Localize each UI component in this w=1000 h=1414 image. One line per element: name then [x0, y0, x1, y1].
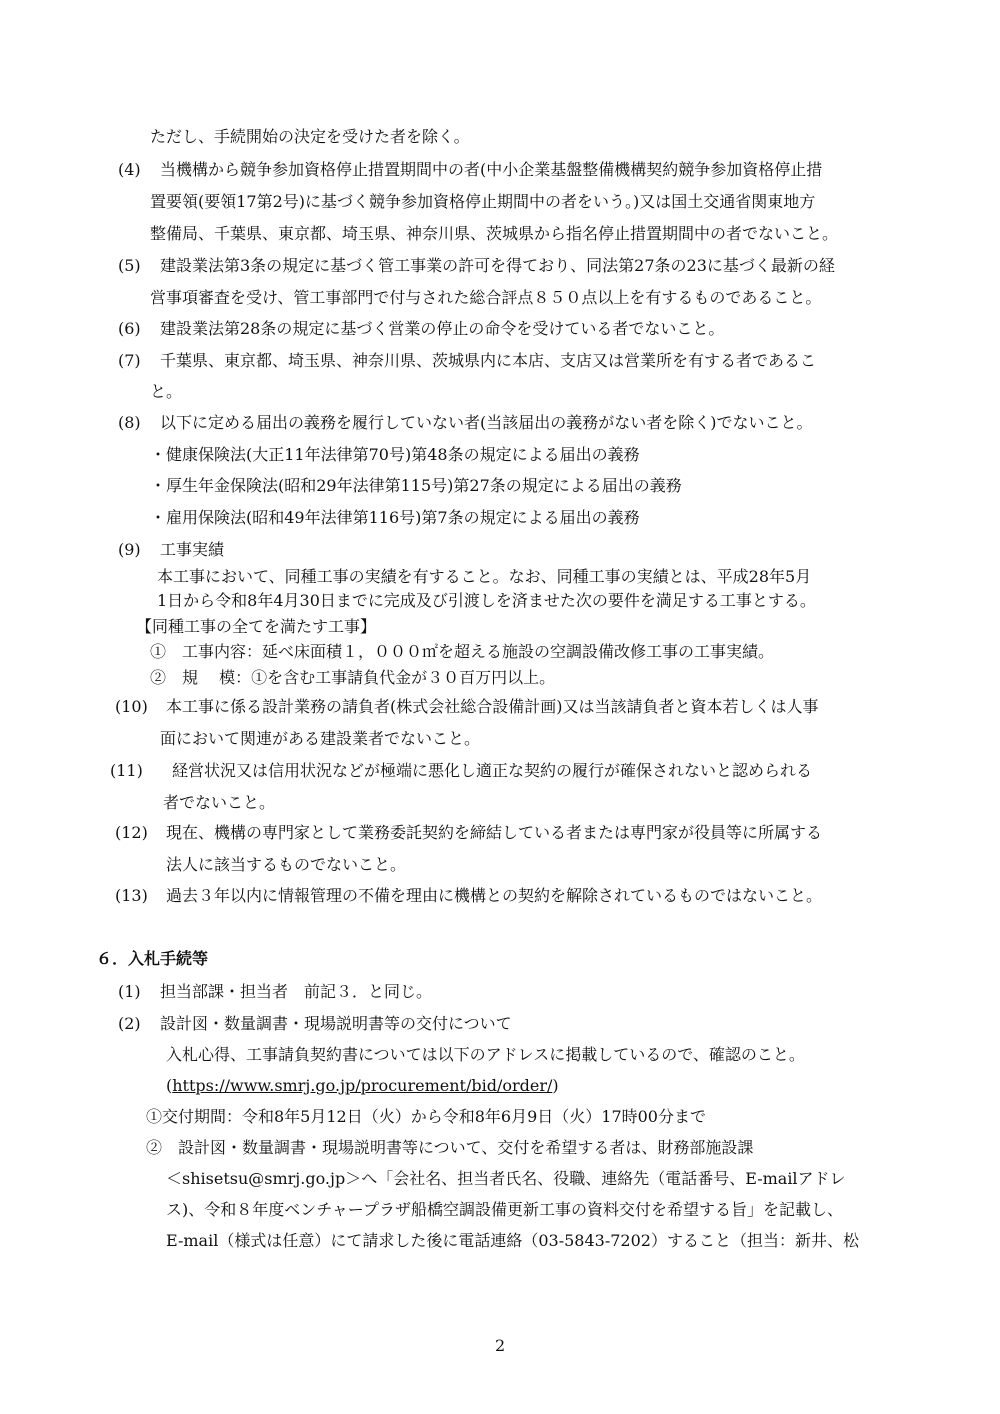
item12-line-2: 法人に該当するものでないこと。	[166, 855, 407, 874]
request-line-1: ② 設計図・数量調書・現場説明書等について、交付を希望する者は、財務部施設課	[146, 1138, 754, 1157]
item9-title: 工事実績	[160, 540, 225, 559]
item8-bullet-pension: ・厚生年金保険法(昭和29年法律第115号)第27条の規定による届出の義務	[150, 476, 682, 495]
item9-box-title: 【同種工事の全てを満たす工事】	[136, 617, 377, 636]
item6-number: (6)	[118, 319, 141, 338]
url-line	[166, 1076, 559, 1096]
procurement-url-link[interactable]: https://www.smrj.go.jp/procurement/bid/order/	[172, 1076, 553, 1095]
item9-requirement-2: ② 規 模：①を含む工事請負代金が３０百万円以上。	[150, 668, 556, 687]
item13-line-1: 過去３年以内に情報管理の不備を理由に機構との契約を解除されているものではないこと。	[166, 886, 823, 905]
item8-number: (8)	[118, 413, 141, 432]
item4-line-3: 整備局、千葉県、東京都、埼玉県、神奈川県、茨城県から指名停止措置期間中の者でないこと。	[150, 224, 839, 243]
url-paren-open: (	[166, 1076, 173, 1095]
item13-number: (13)	[115, 886, 148, 905]
item9-line-2: 1日から令和8年4月30日までに完成及び引渡しを済ませた次の要件を満足する工事とする。	[157, 591, 816, 610]
section6-heading: ６．入札手続等	[96, 949, 209, 968]
item9-line-1: 本工事において、同種工事の実績を有すること。なお、同種工事の実績とは、平成28年5月	[157, 567, 812, 586]
page-number: 2	[495, 1336, 506, 1355]
request-line-4: E-mail（様式は任意）にて請求した後に電話連絡（03-5843-7202）すること（担当：新井、松	[166, 1231, 859, 1250]
section6-sub2-title: 設計図・数量調書・現場説明書等の交付について	[160, 1014, 512, 1033]
item9-requirement-1: ① 工事内容：延べ床面積１，０００㎡を超える施設の空調設備改修工事の工事実績。	[150, 642, 775, 661]
item4-number: (4)	[118, 160, 141, 179]
section6-sub2-line-1: 入札心得、工事請負契約書については以下のアドレスに掲載しているので、確認のこと。	[166, 1045, 805, 1064]
item12-line-1: 現在、機構の専門家として業務委託契約を締結している者または専門家が役員等に所属する	[166, 823, 823, 842]
item7-line-1: 千葉県、東京都、埼玉県、神奈川県、茨城県内に本店、支店又は営業所を有する者であるこ	[160, 351, 817, 370]
item4-line-2: 置要領(要領17第2号)に基づく競争参加資格停止期間中の者をいう。)又は国土交通省関東地方	[150, 192, 816, 211]
item5-line-1: 建設業法第3条の規定に基づく管工事業の許可を得ており、同法第27条の23に基づく最新の経	[160, 256, 835, 275]
item8-line-1: 以下に定める届出の義務を履行していない者(当該届出の義務がない者を除く)でないこと。	[160, 413, 813, 432]
item9-number: (9)	[118, 540, 141, 559]
item7-line-2: と。	[150, 382, 183, 401]
item10-line-2: 面において関連がある建設業者でないこと。	[160, 729, 481, 748]
item11-line-1: 経営状況又は信用状況などが極端に悪化し適正な契約の履行が確保されないと認められる	[172, 761, 813, 780]
item6-line-1: 建設業法第28条の規定に基づく営業の停止の命令を受けている者でないこと。	[160, 319, 725, 338]
item4-line-1: 当機構から競争参加資格停止措置期間中の者(中小企業基盤整備機構契約競争参加資格停止措	[160, 160, 823, 179]
item8-bullet-health: ・健康保険法(大正11年法律第70号)第48条の規定による届出の義務	[150, 445, 640, 464]
request-line-3: ス)、令和８年度ベンチャープラザ船橋空調設備更新工事の資料交付を希望する旨」を記載し、	[166, 1200, 843, 1219]
item5-line-2: 営事項審査を受け、管工事部門で付与された総合評点８５０点以上を有するものであること。	[150, 288, 822, 307]
item11-line-2: 者でないこと。	[163, 793, 276, 812]
delivery-period: ①交付期間：令和8年5月12日（火）から令和8年6月9日（火）17時00分まで	[146, 1107, 706, 1126]
section6-sub1-number: (1)	[118, 982, 141, 1001]
item7-number: (7)	[118, 351, 141, 370]
item10-line-1: 本工事に係る設計業務の請負者(株式会社総合設備計画)又は当該請負者と資本若しくは人事	[166, 697, 819, 716]
item10-number: (10)	[115, 697, 148, 716]
request-line-2-email: ＜shisetsu@smrj.go.jp＞へ「会社名、担当者氏名、役職、連絡先（電話番号、E-mailアドレ	[166, 1169, 846, 1188]
url-paren-close: )	[552, 1076, 559, 1095]
section6-sub2-number: (2)	[118, 1014, 141, 1033]
item3-tail-text: ただし、手続開始の決定を受けた者を除く。	[150, 127, 470, 146]
section6-sub1-text: 担当部課・担当者 前記３．と同じ。	[160, 982, 433, 1001]
item11-number: (11)	[110, 761, 143, 780]
item8-bullet-employment: ・雇用保険法(昭和49年法律第116号)第7条の規定による届出の義務	[150, 508, 640, 527]
item12-number: (12)	[115, 823, 148, 842]
item5-number: (5)	[118, 256, 141, 275]
